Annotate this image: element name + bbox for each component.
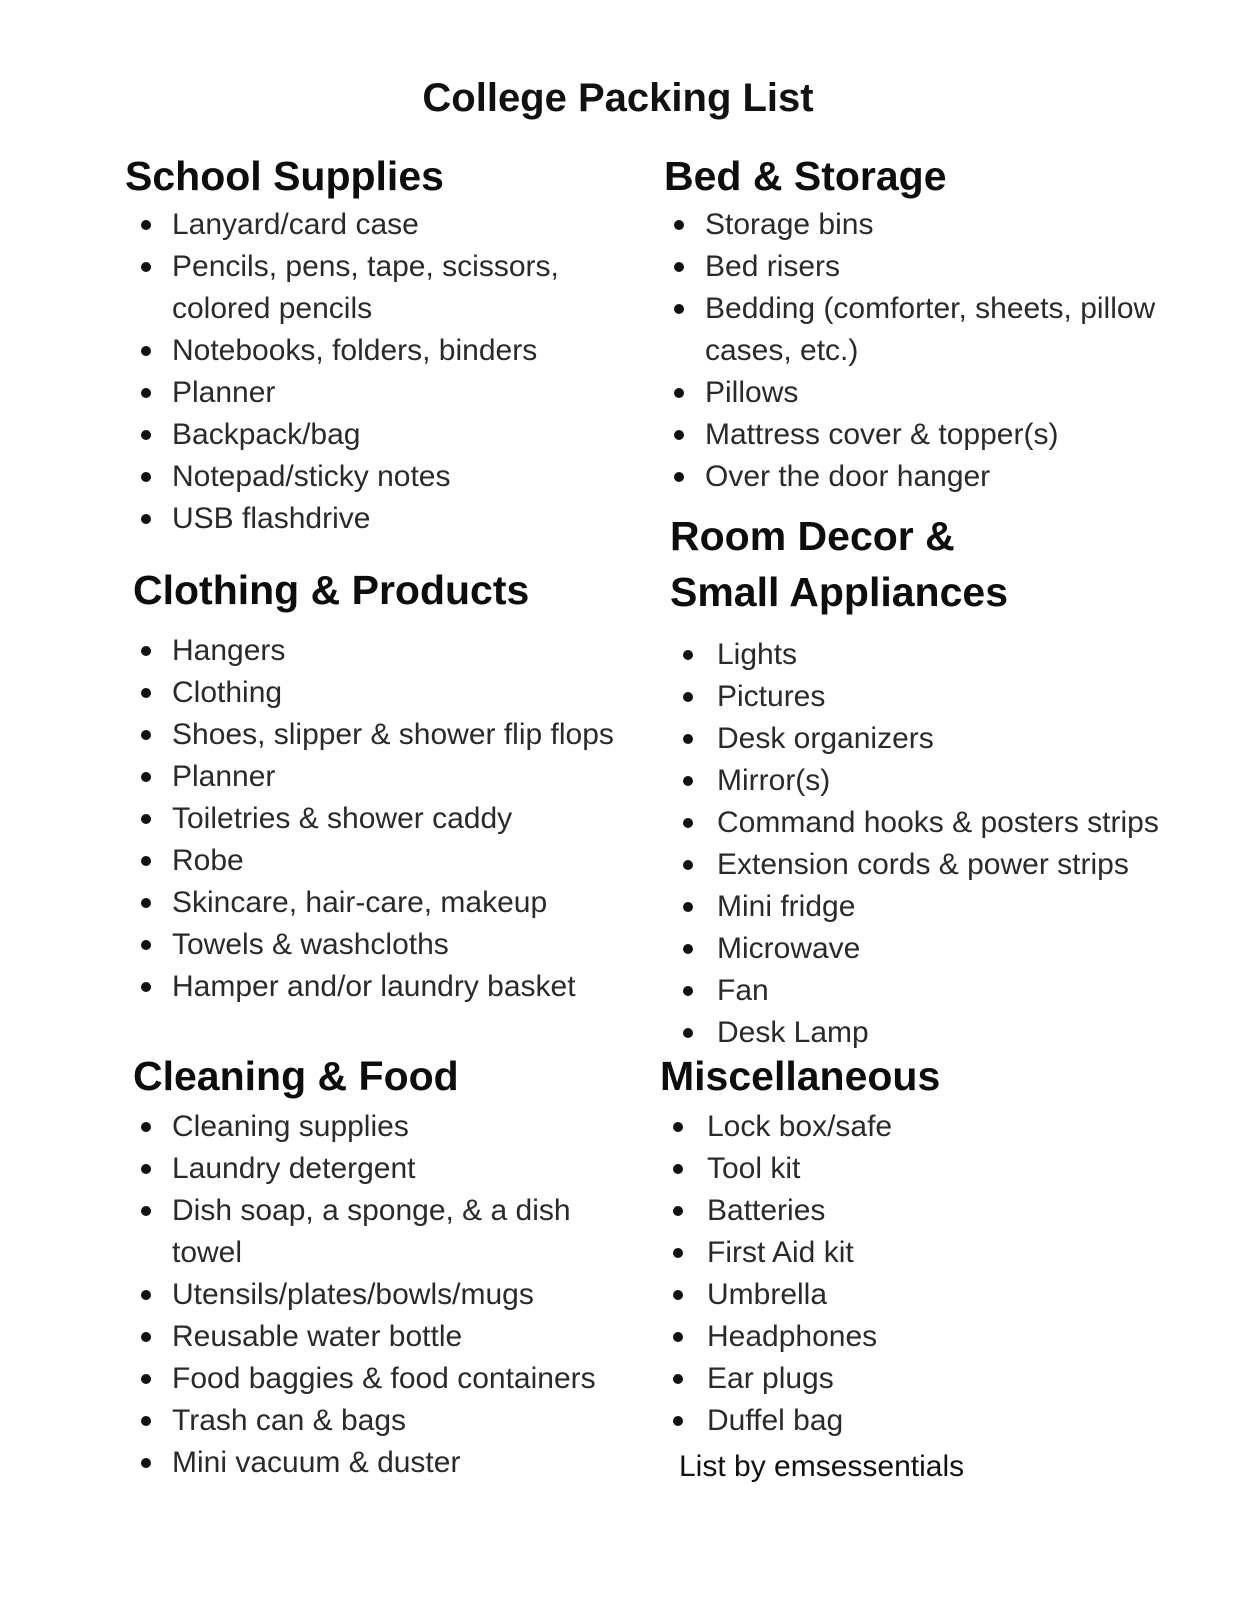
bullet-icon — [141, 646, 151, 656]
bullet-icon — [141, 940, 151, 950]
list-item — [664, 204, 1184, 246]
bullet-icon — [683, 902, 693, 912]
bullet-icon — [141, 1374, 151, 1384]
list-item — [125, 246, 605, 330]
bullet-icon — [673, 1374, 683, 1384]
section-heading-line: Small Appliances — [670, 569, 1008, 615]
list-item-label: Extension cords & power strips — [717, 848, 1129, 881]
bullet-icon — [673, 1164, 683, 1174]
list-item-label: Fan — [717, 974, 769, 1007]
list-item — [664, 246, 1184, 288]
list-item-label: Ear plugs — [707, 1362, 834, 1395]
list-item — [125, 372, 605, 414]
list-item — [670, 970, 1190, 1012]
list-item-label: Desk Lamp — [717, 1016, 869, 1049]
bullet-icon — [674, 304, 684, 314]
item-list — [125, 204, 605, 540]
item-list — [660, 1106, 1180, 1442]
list-item-label: Mirror(s) — [717, 764, 831, 797]
bullet-icon — [673, 1332, 683, 1342]
section-miscellaneous — [660, 1048, 1180, 1442]
list-item — [133, 1190, 613, 1274]
list-item — [133, 1316, 613, 1358]
list-item-label: Mini vacuum & duster — [172, 1446, 461, 1479]
list-item — [670, 886, 1190, 928]
item-list — [664, 204, 1184, 498]
list-item — [664, 456, 1184, 498]
list-item-label: Over the door hanger — [705, 460, 991, 493]
list-item — [660, 1106, 1180, 1148]
bullet-icon — [673, 1248, 683, 1258]
list-item-label: Planner — [172, 376, 276, 409]
section-clothing-products — [133, 562, 633, 1008]
list-item — [133, 924, 633, 966]
list-item — [670, 844, 1190, 886]
bullet-icon — [683, 818, 693, 828]
list-item — [125, 498, 605, 540]
list-item-label: Lanyard/card case — [172, 208, 419, 241]
item-list — [133, 630, 633, 1008]
bullet-icon — [683, 776, 693, 786]
list-item — [660, 1400, 1180, 1442]
list-item-label: Laundry detergent — [172, 1152, 416, 1185]
item-list — [670, 634, 1190, 1054]
bullet-icon — [141, 1332, 151, 1342]
list-item — [125, 456, 605, 498]
bullet-icon — [141, 388, 151, 398]
list-item-label: Mini fridge — [717, 890, 856, 923]
bullet-icon — [141, 898, 151, 908]
bullet-icon — [141, 346, 151, 356]
list-item — [670, 928, 1190, 970]
bullet-icon — [141, 1458, 151, 1468]
bullet-icon — [141, 472, 151, 482]
list-item — [133, 840, 633, 882]
bullet-icon — [141, 514, 151, 524]
list-item-label: Bedding (comforter, sheets, pillow cases, etc.) — [705, 292, 1156, 367]
bullet-icon — [141, 982, 151, 992]
list-item-label: Hangers — [172, 634, 286, 667]
list-item-label: Umbrella — [707, 1278, 828, 1311]
list-item-label: Hamper and/or laundry basket — [172, 970, 576, 1003]
list-item-label: Storage bins — [705, 208, 874, 241]
list-item-label: Notebooks, folders, binders — [172, 334, 538, 367]
list-item-label: Mattress cover & topper(s) — [705, 418, 1059, 451]
list-item-label: Pencils, pens, tape, scissors, colored pencils — [172, 250, 559, 325]
list-item — [133, 1274, 613, 1316]
bullet-icon — [673, 1122, 683, 1132]
list-item — [660, 1232, 1180, 1274]
bullet-icon — [141, 1122, 151, 1132]
bullet-icon — [141, 772, 151, 782]
list-item — [670, 718, 1190, 760]
list-item — [125, 204, 605, 246]
list-item-label: Tool kit — [707, 1152, 801, 1185]
list-item-label: Towels & washcloths — [172, 928, 449, 961]
bullet-icon — [141, 1290, 151, 1300]
list-item-label: Duffel bag — [707, 1404, 844, 1437]
bullet-icon — [141, 1164, 151, 1174]
list-item-label: Cleaning supplies — [172, 1110, 409, 1143]
bullet-icon — [674, 430, 684, 440]
list-item — [664, 372, 1184, 414]
bullet-icon — [683, 986, 693, 996]
list-item-label: First Aid kit — [707, 1236, 854, 1269]
section-heading — [670, 508, 1190, 620]
bullet-icon — [683, 1028, 693, 1038]
bullet-icon — [141, 814, 151, 824]
list-item-label: USB flashdrive — [172, 502, 371, 535]
bullet-icon — [141, 1206, 151, 1216]
bullet-icon — [673, 1206, 683, 1216]
list-item — [133, 882, 633, 924]
list-item — [125, 414, 605, 456]
list-item — [670, 760, 1190, 802]
section-heading-line: Room Decor & — [670, 513, 955, 559]
list-item-label: Pillows — [705, 376, 799, 409]
list-item — [133, 1358, 613, 1400]
list-item-label: Bed risers — [705, 250, 841, 283]
page-title: College Packing List — [422, 76, 814, 120]
section-cleaning-food — [133, 1048, 613, 1484]
list-item-label: Lock box/safe — [707, 1110, 893, 1143]
list-item-label: Lights — [717, 638, 798, 671]
bullet-icon — [674, 262, 684, 272]
list-item — [660, 1190, 1180, 1232]
list-item — [133, 1442, 613, 1484]
section-heading: School Supplies — [125, 153, 444, 199]
list-item — [660, 1358, 1180, 1400]
bullet-icon — [673, 1416, 683, 1426]
list-item — [670, 634, 1190, 676]
list-item-label: Dish soap, a sponge, & a dish towel — [172, 1194, 571, 1269]
list-item — [125, 330, 605, 372]
list-item — [670, 802, 1190, 844]
list-item-label: Utensils/plates/bowls/mugs — [172, 1278, 534, 1311]
list-item — [133, 966, 633, 1008]
section-heading: Cleaning & Food — [133, 1053, 459, 1099]
bullet-icon — [673, 1290, 683, 1300]
list-item — [133, 798, 633, 840]
section-room-decor — [670, 508, 1190, 1054]
list-item-label: Desk organizers — [717, 722, 934, 755]
list-item — [133, 672, 633, 714]
list-item — [133, 1106, 613, 1148]
list-item-label: Shoes, slipper & shower flip flops — [172, 718, 614, 751]
list-item-label: Batteries — [707, 1194, 826, 1227]
bullet-icon — [674, 220, 684, 230]
bullet-icon — [141, 856, 151, 866]
list-item — [133, 1148, 613, 1190]
bullet-icon — [141, 688, 151, 698]
list-item-label: Trash can & bags — [172, 1404, 407, 1437]
bullet-icon — [141, 730, 151, 740]
list-item — [664, 288, 1184, 372]
list-item-label: Toiletries & shower caddy — [172, 802, 513, 835]
bullet-icon — [683, 734, 693, 744]
list-item-label: Skincare, hair-care, makeup — [172, 886, 548, 919]
bullet-icon — [683, 650, 693, 660]
list-item-label: Notepad/sticky notes — [172, 460, 451, 493]
bullet-icon — [141, 262, 151, 272]
list-item — [133, 714, 633, 756]
list-item-label: Robe — [172, 844, 244, 877]
credit-text: List by emsessentials — [679, 1450, 965, 1483]
list-item-label: Pictures — [717, 680, 826, 713]
list-item-label: Reusable water bottle — [172, 1320, 463, 1353]
bullet-icon — [141, 430, 151, 440]
list-item — [660, 1274, 1180, 1316]
list-item-label: Planner — [172, 760, 276, 793]
section-heading: Clothing & Products — [133, 567, 530, 613]
list-item-label: Command hooks & posters strips — [717, 806, 1159, 839]
section-school-supplies — [125, 148, 605, 540]
list-item — [133, 1400, 613, 1442]
list-item — [133, 630, 633, 672]
list-item — [660, 1316, 1180, 1358]
bullet-icon — [141, 1416, 151, 1426]
bullet-icon — [141, 220, 151, 230]
bullet-icon — [683, 692, 693, 702]
section-bed-storage — [664, 148, 1184, 498]
list-item — [660, 1148, 1180, 1190]
section-heading: Miscellaneous — [660, 1053, 941, 1099]
list-item — [670, 676, 1190, 718]
list-item-label: Clothing — [172, 676, 283, 709]
item-list — [133, 1106, 613, 1484]
bullet-icon — [674, 472, 684, 482]
list-item-label: Headphones — [707, 1320, 878, 1353]
bullet-icon — [674, 388, 684, 398]
list-item-label: Food baggies & food containers — [172, 1362, 596, 1395]
bullet-icon — [683, 944, 693, 954]
list-item-label: Microwave — [717, 932, 861, 965]
bullet-icon — [683, 860, 693, 870]
list-item — [133, 756, 633, 798]
list-item — [664, 414, 1184, 456]
list-item-label: Backpack/bag — [172, 418, 361, 451]
section-heading: Bed & Storage — [664, 153, 947, 199]
